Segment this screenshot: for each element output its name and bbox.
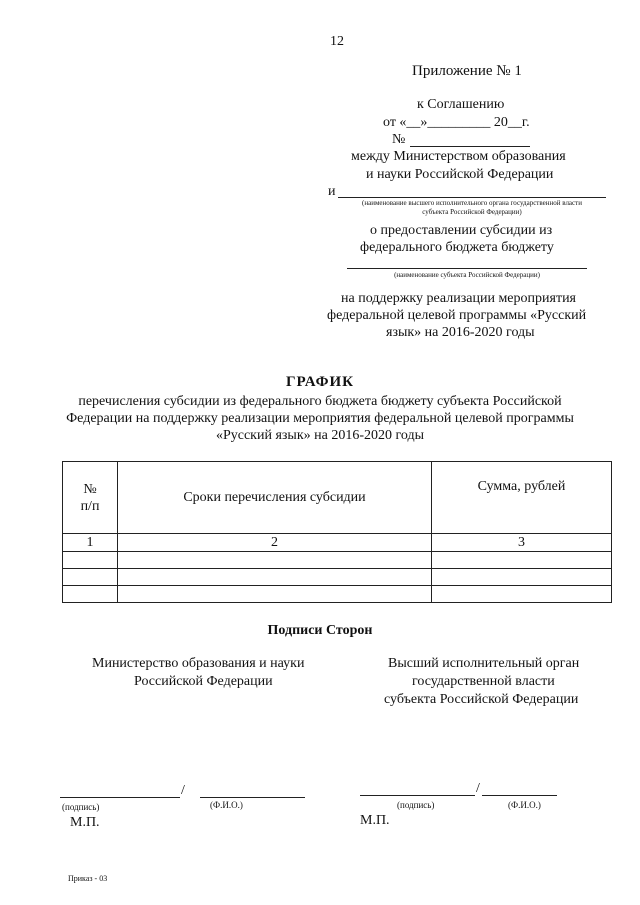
table-cell [118,569,432,586]
left-sign-label: (подпись) [62,802,100,812]
subject-note-2: субъекта Российской Федерации) [422,208,522,216]
table-row [63,552,612,569]
schedule-line-1: перечисления субсидии из федерального бюджета бюджету субъекта Российской [78,394,562,409]
left-fio-line [200,797,305,798]
table-cell [432,586,612,603]
table-header-row [63,462,612,534]
provision-line-1: о предоставлении субсидии из [370,223,553,238]
appendix-title: Приложение № 1 [412,63,522,79]
right-signature-line [360,795,475,796]
header-number-line-1: № [83,481,97,497]
support-line-3: язык» на 2016-2020 годы [386,325,535,340]
right-party-line-3: субъекта Российской Федерации [384,692,579,707]
table-cell [63,586,118,603]
schedule-title: ГРАФИК [285,374,355,390]
left-fio-label: (Ф.И.О.) [210,800,243,810]
agreement-number-label: № [392,132,406,147]
signatures-title: Подписи Сторон [267,623,373,638]
table-cell: 3 [432,534,612,552]
provision-line-2: федерального бюджета бюджету [360,240,554,255]
right-signature-slash: / [476,781,480,796]
schedule-table [62,461,612,603]
table-cell [63,552,118,569]
support-line-2: федеральной целевой программы «Русский [327,308,587,323]
schedule-line-3: «Русский язык» на 2016-2020 годы [215,428,425,443]
agreement-ref: к Соглашению [417,97,505,112]
right-seal: М.П. [360,813,390,828]
right-party-line-1: Высший исполнительный орган [388,656,580,671]
table-row [63,534,612,552]
left-seal: М.П. [70,815,100,830]
table-cell: 1 [63,534,118,552]
left-party-line-1: Министерство образования и науки [92,656,305,671]
right-fio-label: (Ф.И.О.) [508,800,541,810]
budget-name-line [347,268,587,269]
right-party-line-2: государственной власти [412,674,555,689]
agreement-number-line [410,146,530,147]
table-row [63,586,612,603]
page-number: 12 [330,34,344,49]
header-cell-number [63,462,118,534]
left-signature-slash: / [181,783,185,798]
right-sign-label: (подпись) [397,800,435,810]
agreement-date: от «__»_________ 20__г. [383,115,530,130]
between-line-1: между Министерством образования [351,149,566,164]
table-cell [63,569,118,586]
header-cell-amount: Сумма, рублей [432,462,612,534]
table-cell [118,552,432,569]
table-cell: 2 [118,534,432,552]
subject-name-line [338,197,606,198]
budget-note: (наименование субъекта Российской Федерации) [394,271,540,279]
support-line-1: на поддержку реализации мероприятия [341,291,576,306]
right-fio-line [482,795,557,796]
header-number-line-2: п/п [80,498,100,514]
table-cell [432,569,612,586]
table-row [63,569,612,586]
and-label: и [328,184,336,199]
table-cell [432,552,612,569]
header-cell-terms: Сроки перечисления субсидии [118,462,432,534]
footer-order: Приказ - 03 [68,874,108,883]
table-cell [118,586,432,603]
left-signature-line [60,797,180,798]
schedule-line-2: Федерации на поддержку реализации мероприятия федеральной целевой программы [66,411,574,426]
between-line-2: и науки Российской Федерации [366,167,554,182]
left-party-line-2: Российской Федерации [134,674,273,689]
subject-note-1: (наименование высшего исполнительного органа государственной власти [362,199,582,207]
